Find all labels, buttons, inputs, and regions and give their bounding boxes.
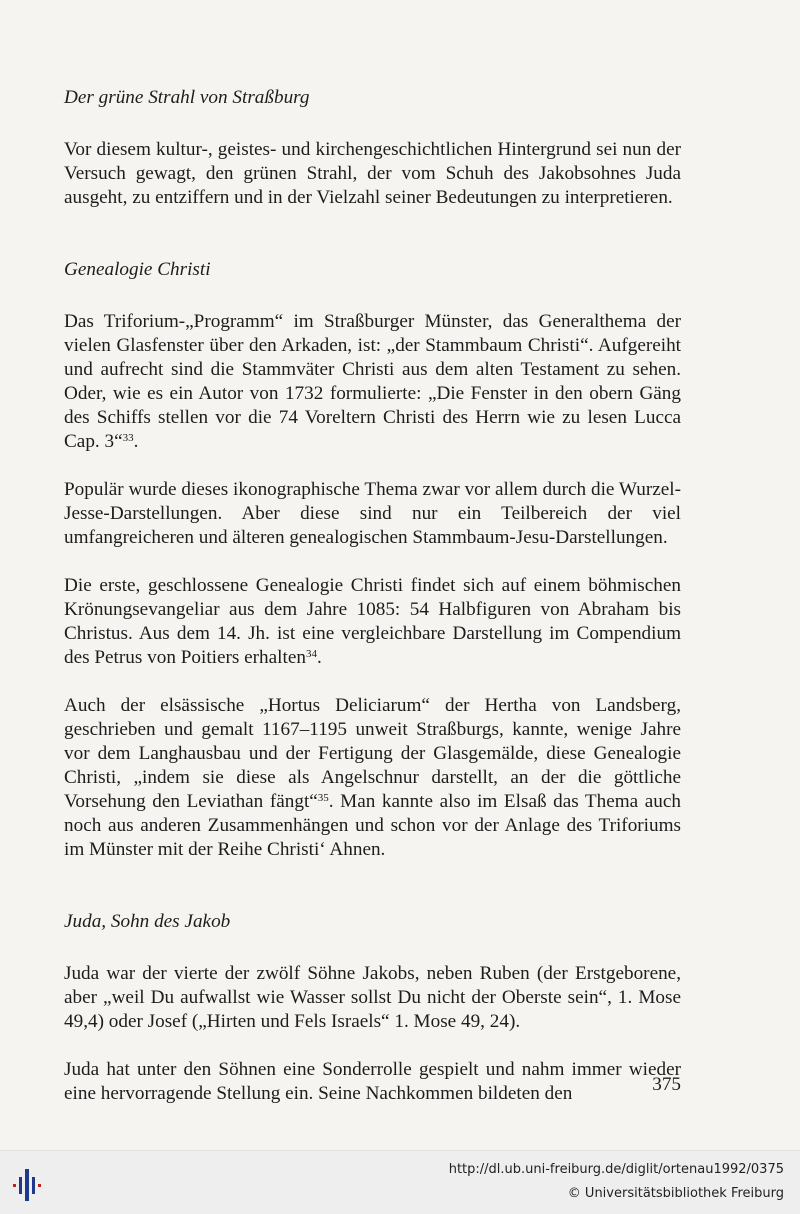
paragraph-text: . <box>316 647 322 668</box>
page-number: 375 <box>652 1074 681 1095</box>
paragraph: Juda war der vierte der zwölf Söhne Jakobs, neben Ruben (der Erstgeborene, aber „weil Du aufwallst wie Wasser sollst Du nicht der Oberste sein“, 1. Mose 49,4) oder Josef („Hirten und Fels Israels“ 1. Mose 49, 24). <box>64 963 681 1032</box>
paragraph-text: Auch der elsässische „Hortus Deliciarum“ der Hertha von Landsberg, geschrieben und gemalt 1167–1195 unweit Straßburgs, kannte, wenige Jahre vor dem Langhausbau und der Fertigung der Glasgemälde, diese Genealogie Christi, „indem sie diese als Angelschnur darstellt, an der die göttliche Vorsehung den Leviathan fängt“ <box>64 695 681 812</box>
body-text <box>64 86 681 1106</box>
ub-freiburg-logo-icon[interactable] <box>10 1165 50 1205</box>
paragraph: Populär wurde dieses ikonographische Thema zwar vor allem durch die Wurzel-Jesse-Darstellungen. Aber diese sind nur ein Teilbereich der viel umfangreicheren und älteren genealogischen Stammbaum-Jesu-Darstellungen. <box>64 479 681 548</box>
section-heading: Genealogie Christi <box>64 259 211 280</box>
paragraph: Vor diesem kultur-, geistes- und kirchengeschichtlichen Hintergrund sei nun der Versuch gewagt, den grünen Strahl, der vom Schuh des Jakobsohnes Juda ausgeht, zu entziffern und in der Vielzahl seiner Bedeutungen zu interpretieren. <box>64 139 681 208</box>
paragraph <box>64 574 681 670</box>
footer-bar <box>0 1150 800 1214</box>
footnote-ref[interactable]: 33 <box>122 432 134 444</box>
paragraph-text: Die erste, geschlossene Genealogie Christi findet sich auf einem böhmischen Krönungsevangeliar aus dem Jahre 1085: 54 Halbfiguren von Abraham bis Christus. Aus dem 14. Jh. ist eine vergleichbare Darstellung im Compendium des Petrus von Poitiers erhalten <box>64 575 681 668</box>
footnote-ref[interactable]: 34 <box>305 648 317 660</box>
paragraph-text: Das Triforium-„Programm“ im Straßburger Münster, das Generalthema der vielen Glasfenster über den Arkaden, ist: „der Stammbaum Christi“. Aufgereiht und aufrecht sind die Stammväter Christi aus dem alten Testament zu sehen. Oder, wie es ein Autor von 1732 formulierte: „Die Fenster in den obern Gäng des Schiffs stellen vor die 74 Voreltern Christi des Herrn wie zu lesen Lucca Cap. 3“ <box>64 311 681 452</box>
source-link[interactable]: http://dl.ub.uni-freiburg.de/diglit/ortenau1992/0375 <box>448 1162 784 1177</box>
section-heading: Juda, Sohn des Jakob <box>64 911 231 932</box>
paragraph-text: . Man kannte also im Elsaß das Thema auch noch aus anderen Zusammenhängen und schon vor der Anlage des Triforiums im Münster mit der Reihe Christi‘ Ahnen. <box>64 791 681 860</box>
paragraph-text: . <box>133 431 139 452</box>
footnote-ref[interactable]: 35 <box>317 792 329 804</box>
paragraph <box>64 694 681 862</box>
section-heading: Der grüne Strahl von Straßburg <box>64 87 310 108</box>
paragraph: Juda hat unter den Söhnen eine Sonderrolle gespielt und nahm immer wieder eine hervorragende Stellung ein. Seine Nachkommen bildeten den <box>64 1059 681 1104</box>
copyright-text: © Universitätsbibliothek Freiburg <box>567 1186 784 1201</box>
paragraph <box>64 310 681 454</box>
